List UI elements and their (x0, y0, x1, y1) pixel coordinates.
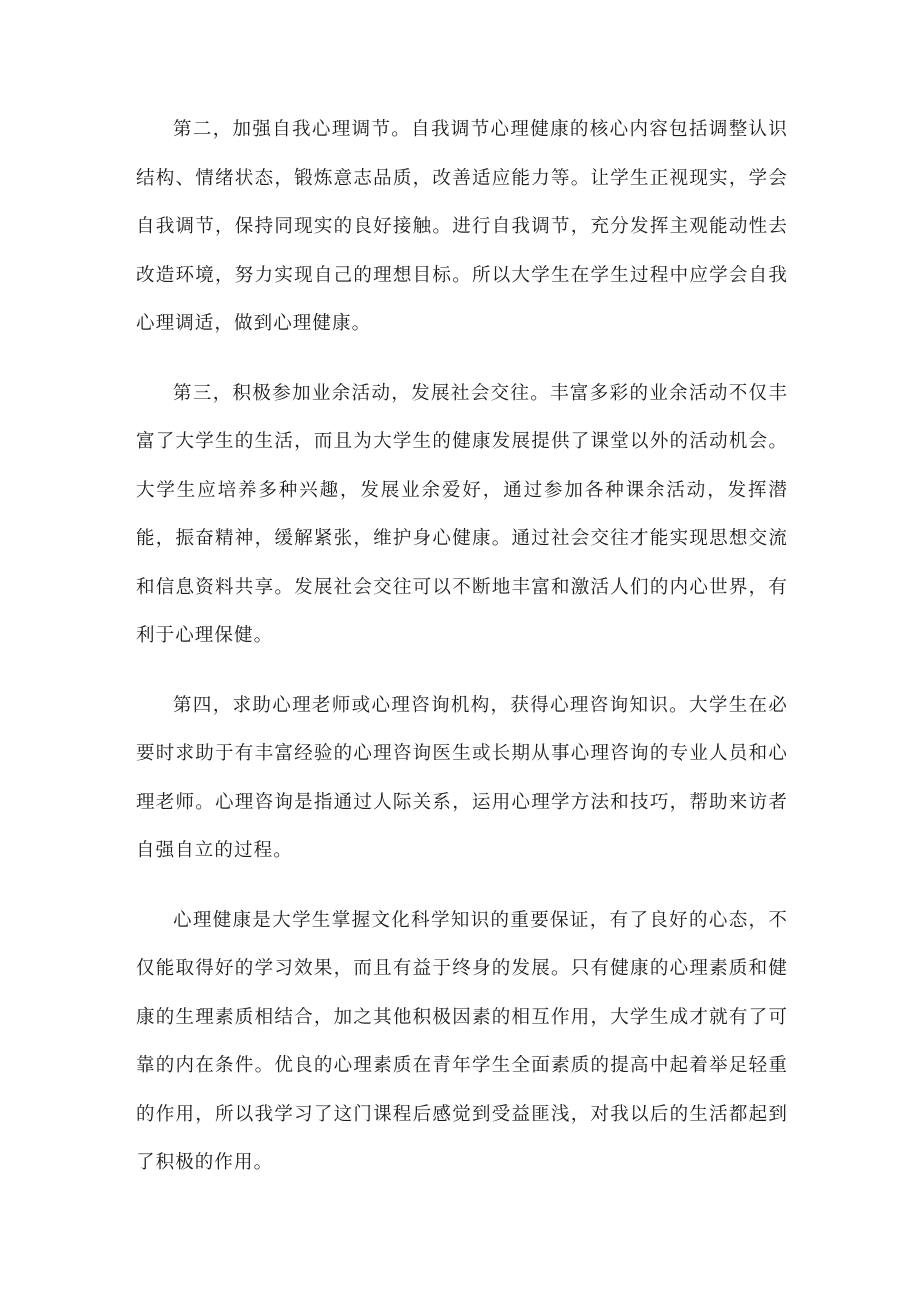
paragraph-social-activities: 第三，积极参加业余活动，发展社会交往。丰富多彩的业余活动不仅丰富了大学生的生活，而且为大学生的健康发展提供了课堂以外的活动机会。大学生应培养多种兴趣，发展业余爱好，通过参加各种课余活动，发挥潜能，振奋精神，缓解紧张，维护身心健康。通过社会交往才能实现思想交流和信息资料共享。发展社会交往可以不断地丰富和激活人们的内心世界，有利于心理保健。 (136, 382, 788, 646)
document-page (136, 106, 788, 1209)
paragraph-self-regulation: 第二，加强自我心理调节。自我调节心理健康的核心内容包括调整认识结构、情绪状态，锻炼意志品质，改善适应能力等。让学生正视现实，学会自我调节，保持同现实的良好接触。进行自我调节，充分发挥主观能动性去改造环境，努力实现自己的理想目标。所以大学生在学生过程中应学会自我心理调适，做到心理健康。 (136, 119, 788, 334)
paragraph-conclusion: 心理健康是大学生掌握文化科学知识的重要保证，有了良好的心态，不仅能取得好的学习效果，而且有益于终身的发展。只有健康的心理素质和健康的生理素质相结合，加之其他积极因素的相互作用，大学生成才就有了可靠的内在条件。优良的心理素质在青年学生全面素质的提高中起着举足轻重的作用，所以我学习了这门课程后感觉到受益匪浅，对我以后的生活都起到了积极的作用。 (136, 909, 788, 1173)
paragraph-counseling: 第四，求助心理老师或心理咨询机构，获得心理咨询知识。大学生在必要时求助于有丰富经验的心理咨询医生或长期从事心理咨询的专业人员和心理老师。心理咨询是指通过人际关系，运用心理学方法和技巧，帮助来访者自强自立的过程。 (136, 694, 788, 861)
